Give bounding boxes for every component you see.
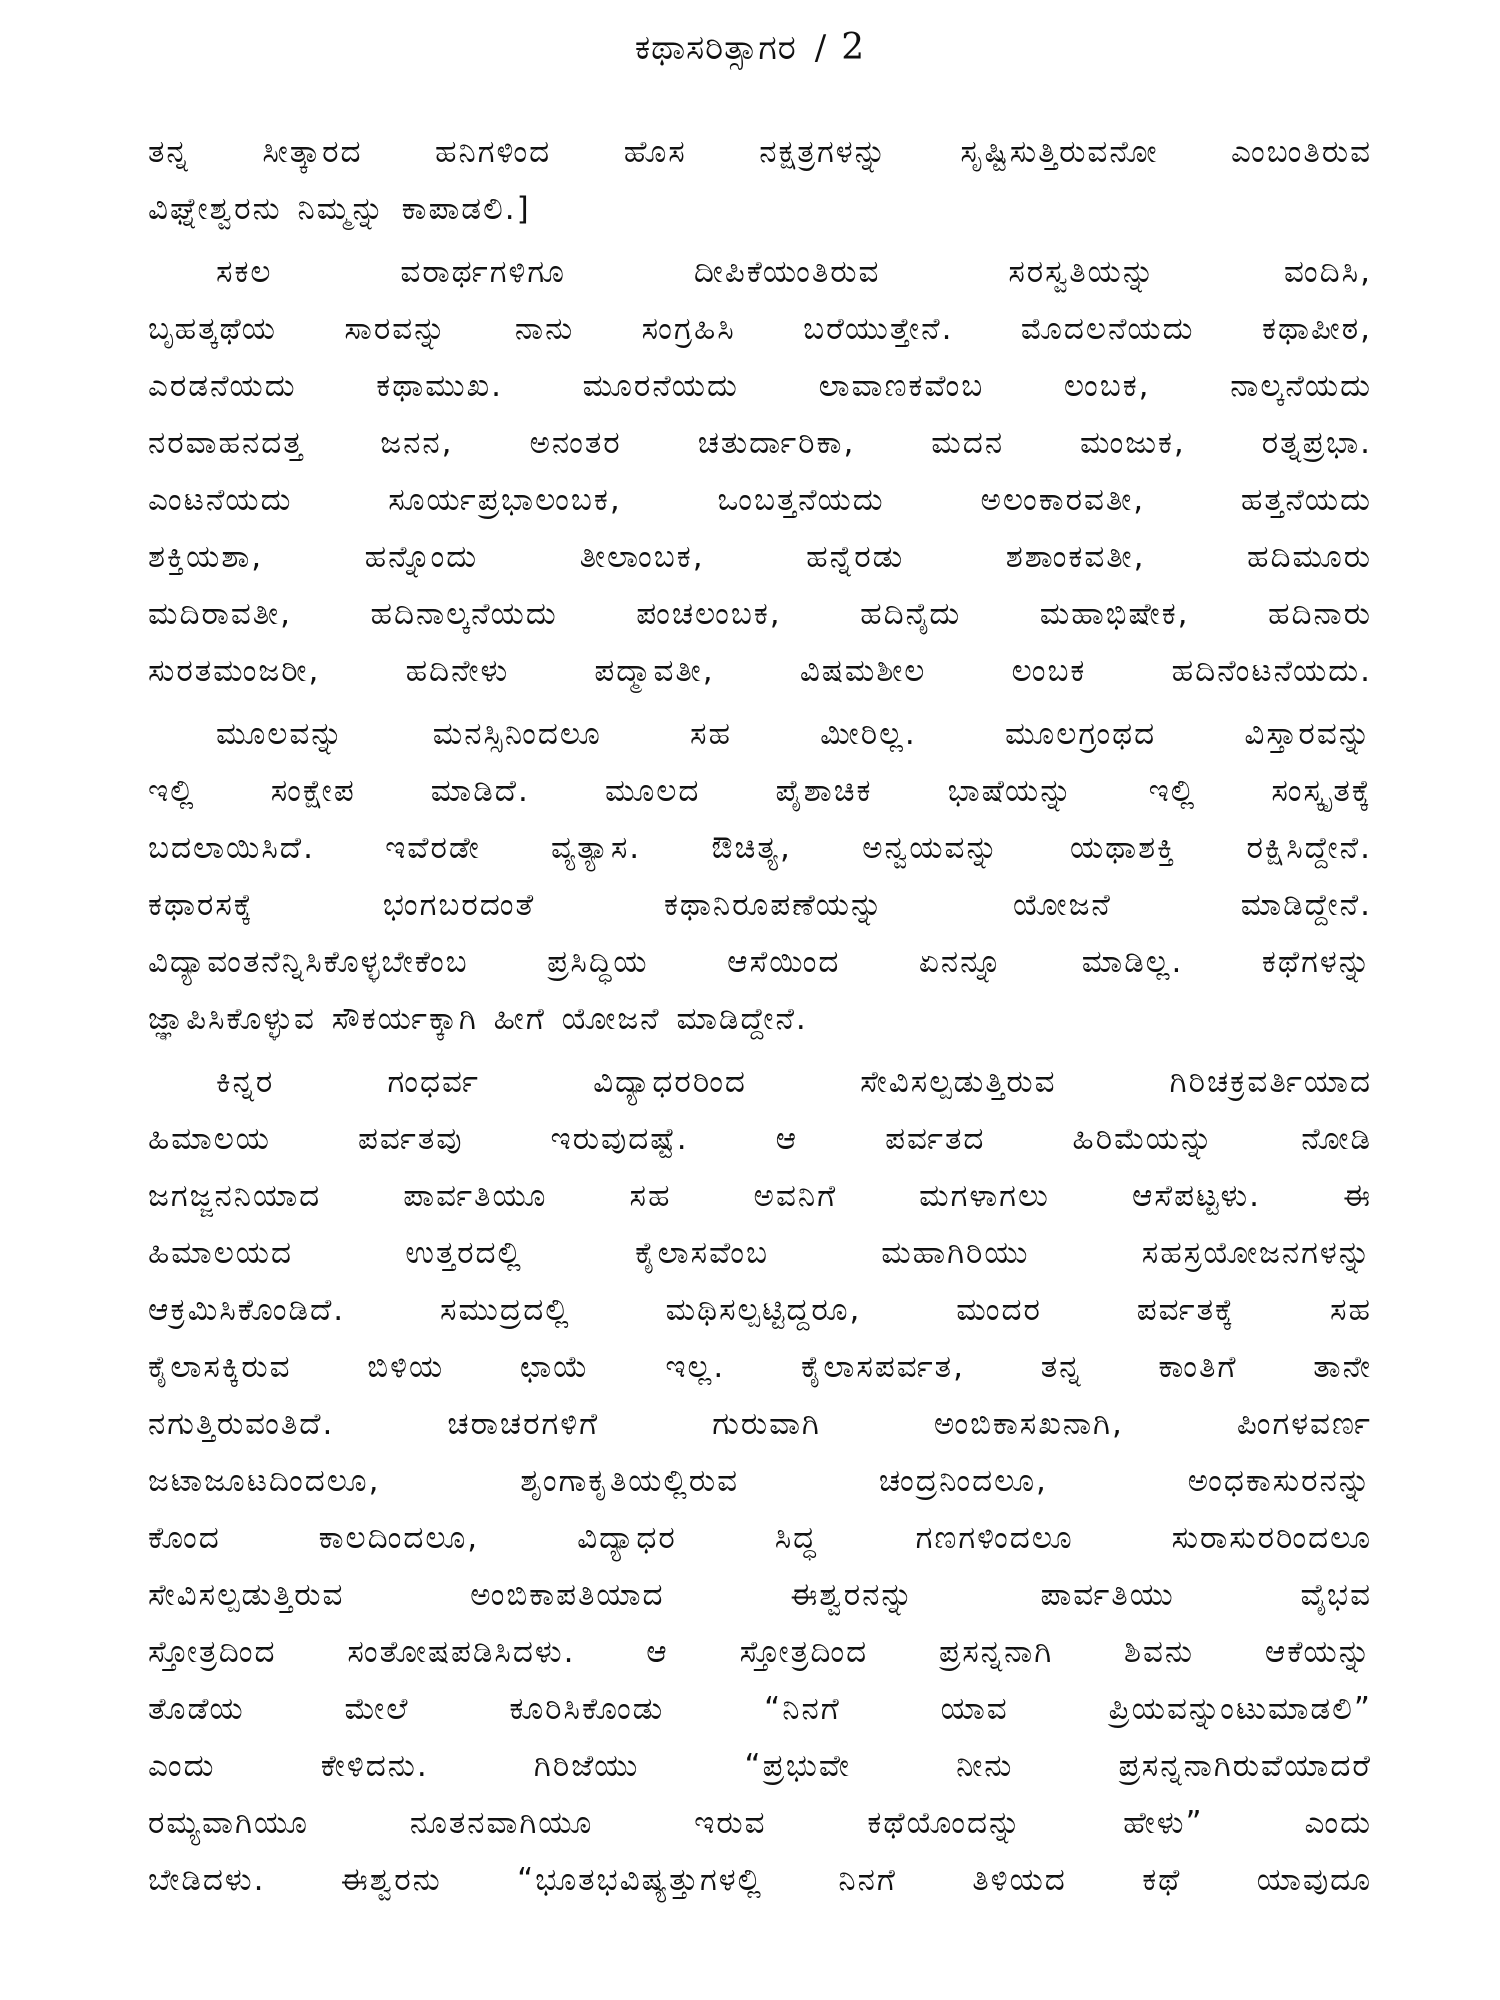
- paragraph-contents: [148, 244, 1372, 700]
- text-line: ಹಿಮಾಲಯದ ಉತ್ತರದಲ್ಲಿ ಕೈಲಾಸವೆಂಬ ಮಹಾಗಿರಿಯು ಸಹಸ್ರಯೋಜನಗಳನ್ನು: [148, 1235, 1372, 1271]
- text-line: ನರವಾಹನದತ್ತ ಜನನ, ಅನಂತರ ಚತುರ್ದಾರಿಕಾ, ಮದನ ಮಂಜುಕ, ರತ್ನಪ್ರಭಾ.: [148, 425, 1372, 461]
- text-line: ಮೂಲವನ್ನು ಮನಸ್ಸಿನಿಂದಲೂ ಸಹ ಮೀರಿಲ್ಲ. ಮೂಲಗ್ರಂಥದ ವಿಸ್ತಾರವನ್ನು: [216, 716, 1372, 752]
- text-line: ನಗುತ್ತಿರುವಂತಿದೆ. ಚರಾಚರಗಳಿಗೆ ಗುರುವಾಗಿ ಅಂಬಿಕಾಸಖನಾಗಿ, ಪಿಂಗಳವರ್ಣ: [148, 1406, 1372, 1442]
- text-line: ಶಕ್ತಿಯಶಾ, ಹನ್ನೊಂದು ತೀಲಾಂಬಕ, ಹನ್ನೆರಡು ಶಶಾಂಕವತೀ, ಹದಿಮೂರು: [148, 539, 1372, 575]
- text-line: ಎಂದು ಕೇಳಿದನು. ಗಿರಿಜೆಯು “ಪ್ರಭುವೇ ನೀನು ಪ್ರಸನ್ನನಾಗಿರುವೆಯಾದರೆ: [148, 1748, 1372, 1784]
- text-line: ವಿಘ್ನೇಶ್ವರನು ನಿಮ್ಮನ್ನು ಕಾಪಾಡಲಿ.]: [148, 191, 531, 227]
- text-line: ಜಗಜ್ಜನನಿಯಾದ ಪಾರ್ವತಿಯೂ ಸಹ ಅವನಿಗೆ ಮಗಳಾಗಲು ಆಸೆಪಟ್ಟಳು. ಈ: [148, 1178, 1372, 1214]
- text-line: ಮದಿರಾವತೀ, ಹದಿನಾಲ್ಕನೆಯದು ಪಂಚಲಂಬಕ, ಹದಿನೈದು ಮಹಾಭಿಷೇಕ, ಹದಿನಾರು: [148, 596, 1372, 632]
- text-line: ಕೊಂದ ಕಾಲದಿಂದಲೂ, ವಿದ್ಯಾಧರ ಸಿದ್ಧ ಗಣಗಳಿಂದಲೂ ಸುರಾಸುರರಿಂದಲೂ: [148, 1520, 1372, 1556]
- header-separator: /: [814, 28, 828, 68]
- text-line: ಸ್ತೋತ್ರದಿಂದ ಸಂತೋಷಪಡಿಸಿದಳು. ಆ ಸ್ತೋತ್ರದಿಂದ ಪ್ರಸನ್ನನಾಗಿ ಶಿವನು ಆಕೆಯನ್ನು: [148, 1634, 1372, 1670]
- body-text: [148, 124, 1372, 1915]
- text-line: ಬೇಡಿದಳು. ಈಶ್ವರನು “ಭೂತಭವಿಷ್ಯತ್ತುಗಳಲ್ಲಿ ನಿನಗೆ ತಿಳಿಯದ ಕಥೆ ಯಾವುದೂ: [148, 1862, 1372, 1898]
- book-title: ಕಥಾಸರಿತ್ಸಾಗರ: [634, 28, 797, 68]
- text-line: ಜಟಾಜೂಟದಿಂದಲೂ, ಶೃಂಗಾಕೃತಿಯಲ್ಲಿರುವ ಚಂದ್ರನಿಂದಲೂ, ಅಂಧಕಾಸುರನನ್ನು: [148, 1463, 1372, 1499]
- paragraph-story: [148, 1054, 1372, 1909]
- text-line: ಹಿಮಾಲಯ ಪರ್ವತವು ಇರುವುದಷ್ಟೆ. ಆ ಪರ್ವತದ ಹಿರಿಮೆಯನ್ನು ನೋಡಿ: [148, 1121, 1372, 1157]
- text-line: ಇಲ್ಲಿ ಸಂಕ್ಷೇಪ ಮಾಡಿದೆ. ಮೂಲದ ಪೈಶಾಚಿಕ ಭಾಷೆಯನ್ನು ಇಲ್ಲಿ ಸಂಸ್ಕೃತಕ್ಕೆ: [148, 773, 1372, 809]
- text-line: ಎರಡನೆಯದು ಕಥಾಮುಖ. ಮೂರನೆಯದು ಲಾವಾಣಕವೆಂಬ ಲಂಬಕ, ನಾಲ್ಕನೆಯದು: [148, 368, 1372, 404]
- text-line: ಸೇವಿಸಲ್ಪಡುತ್ತಿರುವ ಅಂಬಿಕಾಪತಿಯಾದ ಈಶ್ವರನನ್ನು ಪಾರ್ವತಿಯು ವೈಭವ: [148, 1577, 1372, 1613]
- text-line: ಬೃಹತ್ಕಥೆಯ ಸಾರವನ್ನು ನಾನು ಸಂಗ್ರಹಿಸಿ ಬರೆಯುತ್ತೇನೆ. ಮೊದಲನೆಯದು ಕಥಾಪೀಠ,: [148, 311, 1372, 347]
- text-line: ಸುರತಮಂಜರೀ, ಹದಿನೇಳು ಪದ್ಮಾವತೀ, ವಿಷಮಶೀಲ ಲಂಬಕ ಹದಿನೆಂಟನೆಯದು.: [148, 653, 1372, 689]
- paragraph-method: [148, 706, 1372, 1048]
- text-line: ವಿದ್ಯಾವಂತನೆನ್ನಿಸಿಕೊಳ್ಳಬೇಕೆಂಬ ಪ್ರಸಿದ್ಧಿಯ ಆಸೆಯಿಂದ ಏನನ್ನೂ ಮಾಡಿಲ್ಲ. ಕಥೆಗಳನ್ನು: [148, 944, 1372, 980]
- text-line: ಜ್ಞಾಪಿಸಿಕೊಳ್ಳುವ ಸೌಕರ್ಯಕ್ಕಾಗಿ ಹೀಗೆ ಯೋಜನೆ ಮಾಡಿದ್ದೇನೆ.: [148, 1001, 808, 1037]
- text-line: ಕಥಾರಸಕ್ಕೆ ಭಂಗಬರದಂತೆ ಕಥಾನಿರೂಪಣೆಯನ್ನು ಯೋಜನೆ ಮಾಡಿದ್ದೇನೆ.: [148, 887, 1372, 923]
- page-number: 2: [841, 27, 866, 68]
- paragraph-continuation: [148, 124, 1372, 238]
- text-line: ಸಕಲ ವರಾರ್ಥಗಳಿಗೂ ದೀಪಿಕೆಯಂತಿರುವ ಸರಸ್ವತಿಯನ್ನು ವಂದಿಸಿ,: [216, 254, 1372, 290]
- text-line: ಕಿನ್ನರ ಗಂಧರ್ವ ವಿದ್ಯಾಧರರಿಂದ ಸೇವಿಸಲ್ಪಡುತ್ತಿರುವ ಗಿರಿಚಕ್ರವರ್ತಿಯಾದ: [216, 1064, 1372, 1100]
- running-header: [0, 24, 1500, 72]
- text-line: ರಮ್ಯವಾಗಿಯೂ ನೂತನವಾಗಿಯೂ ಇರುವ ಕಥೆಯೊಂದನ್ನು ಹೇಳು” ಎಂದು: [148, 1805, 1372, 1841]
- text-line: ಬದಲಾಯಿಸಿದೆ. ಇವೆರಡೇ ವ್ಯತ್ಯಾಸ. ಔಚಿತ್ಯ, ಅನ್ವಯವನ್ನು ಯಥಾಶಕ್ತಿ ರಕ್ಷಿಸಿದ್ದೇನೆ.: [148, 830, 1372, 866]
- text-line: ಕೈಲಾಸಕ್ಕಿರುವ ಬಿಳಿಯ ಛಾಯೆ ಇಲ್ಲ. ಕೈಲಾಸಪರ್ವತ, ತನ್ನ ಕಾಂತಿಗೆ ತಾನೇ: [148, 1349, 1372, 1385]
- text-line: ಎಂಟನೆಯದು ಸೂರ್ಯಪ್ರಭಾಲಂಬಕ, ಒಂಬತ್ತನೆಯದು ಅಲಂಕಾರವತೀ, ಹತ್ತನೆಯದು: [148, 482, 1372, 518]
- text-line: ಆಕ್ರಮಿಸಿಕೊಂಡಿದೆ. ಸಮುದ್ರದಲ್ಲಿ ಮಥಿಸಲ್ಪಟ್ಟಿದ್ದರೂ, ಮಂದರ ಪರ್ವತಕ್ಕೆ ಸಹ: [148, 1292, 1372, 1328]
- text-line: ತನ್ನ ಸೀತ್ಕಾರದ ಹನಿಗಳಿಂದ ಹೊಸ ನಕ್ಷತ್ರಗಳನ್ನು ಸೃಷ್ಟಿಸುತ್ತಿರುವನೋ ಎಂಬಂತಿರುವ: [148, 134, 1372, 170]
- text-line: ತೊಡೆಯ ಮೇಲೆ ಕೂರಿಸಿಕೊಂಡು “ನಿನಗೆ ಯಾವ ಪ್ರಿಯವನ್ನುಂಟುಮಾಡಲಿ”: [148, 1691, 1372, 1727]
